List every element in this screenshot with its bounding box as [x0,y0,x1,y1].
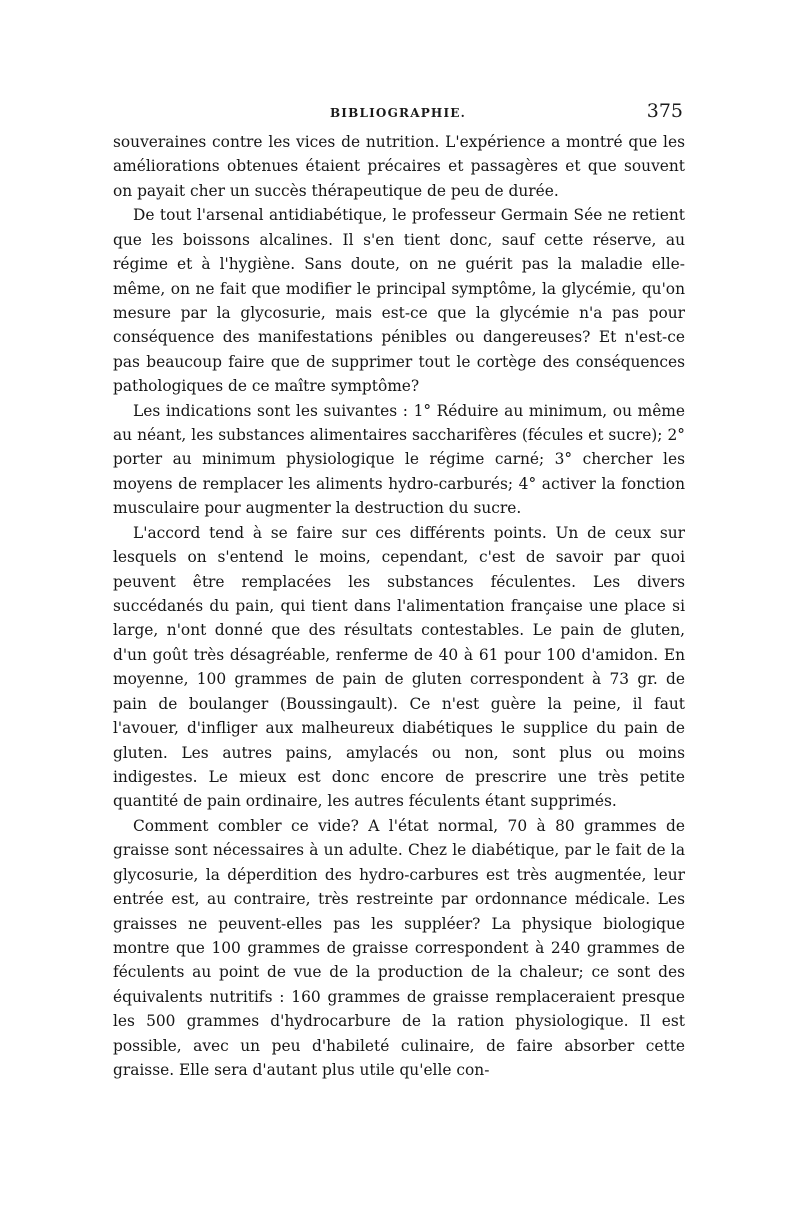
paragraph-continuation: souveraines contre les vices de nutrition. L'expérience a montré que les améliorations obtenues étaient précaires et passagères et que souvent on payait cher un succès thérapeutique de peu de durée. [113,133,685,200]
paragraph-arsenal: De tout l'arsenal antidiabétique, le professeur Germain Sée ne retient que les boissons alcalines. Il s'en tient donc, sauf cette réserve, au régime et à l'hygiène. Sans doute, on ne guérit pas la maladie elle-même, on ne fait que modifier le principal symptôme, la glycémie, qu'on mesure par la glycosurie, mais est-ce que la glycémie n'a pas pour conséquence des manifestations pénibles ou dangereuses? Et n'est-ce pas beaucoup faire que de supprimer tout le cortège des conséquences pathologiques de ce maître symptôme? [113,206,685,396]
page-number: 375 [646,100,683,122]
body-text [113,130,685,1082]
paragraph-indications: Les indications sont les suivantes : 1° Réduire au minimum, ou même au néant, les substances alimentaires saccharifères (fécules et sucre); 2° porter au minimum physiologique le régime carné; 3° chercher les moyens de remplacer les aliments hydro-carburés; 4° activer la fonction musculaire pour augmenter la destruction du sucre. [113,401,685,518]
page-header [113,100,683,126]
paragraph-accord: L'accord tend à se faire sur ces différents points. Un de ceux sur lesquels on s'entend le moins, cependant, c'est de savoir par quoi peuvent être remplacées les substances féculentes. Les divers succédanés du pain, qui tient dans l'alimentation française une place si large, n'ont donné que des résultats contestables. Le pain de gluten, d'un goût très désagréable, renferme de 40 à 61 pour 100 d'amidon. En moyenne, 100 grammes de pain de gluten correspondent à 73 gr. de pain de boulanger (Boussingault). Ce n'est guère la peine, il faut l'avouer, d'infliger aux malheureux diabétiques le supplice du pain de gluten. Les autres pains, amylacés ou non, sont plus ou moins indigestes. Le mieux est donc encore de prescrire une très petite quantité de pain ordinaire, les autres féculents étant supprimés. [113,523,685,811]
paragraph-graisse: Comment combler ce vide? A l'état normal, 70 à 80 grammes de graisse sont nécessaires à un adulte. Chez le diabétique, par le fait de la glycosurie, la déperdition des hydro-carbures est très augmentée, leur entrée est, au contraire, très restreinte par ordonnance médicale. Les graisses ne peuvent-elles pas les suppléer? La physique biologique montre que 100 grammes de graisse correspondent à 240 grammes de féculents au point de vue de la production de la chaleur; ce sont des équivalents nutritifs : 160 grammes de graisse remplaceraient presque les 500 grammes d'hydrocarbure de la ration physiologique. Il est possible, avec un peu d'habileté culinaire, de faire absorber cette graisse. Elle sera d'autant plus utile qu'elle con- [113,816,685,1080]
running-title: BIBLIOGRAPHIE. [329,106,467,120]
